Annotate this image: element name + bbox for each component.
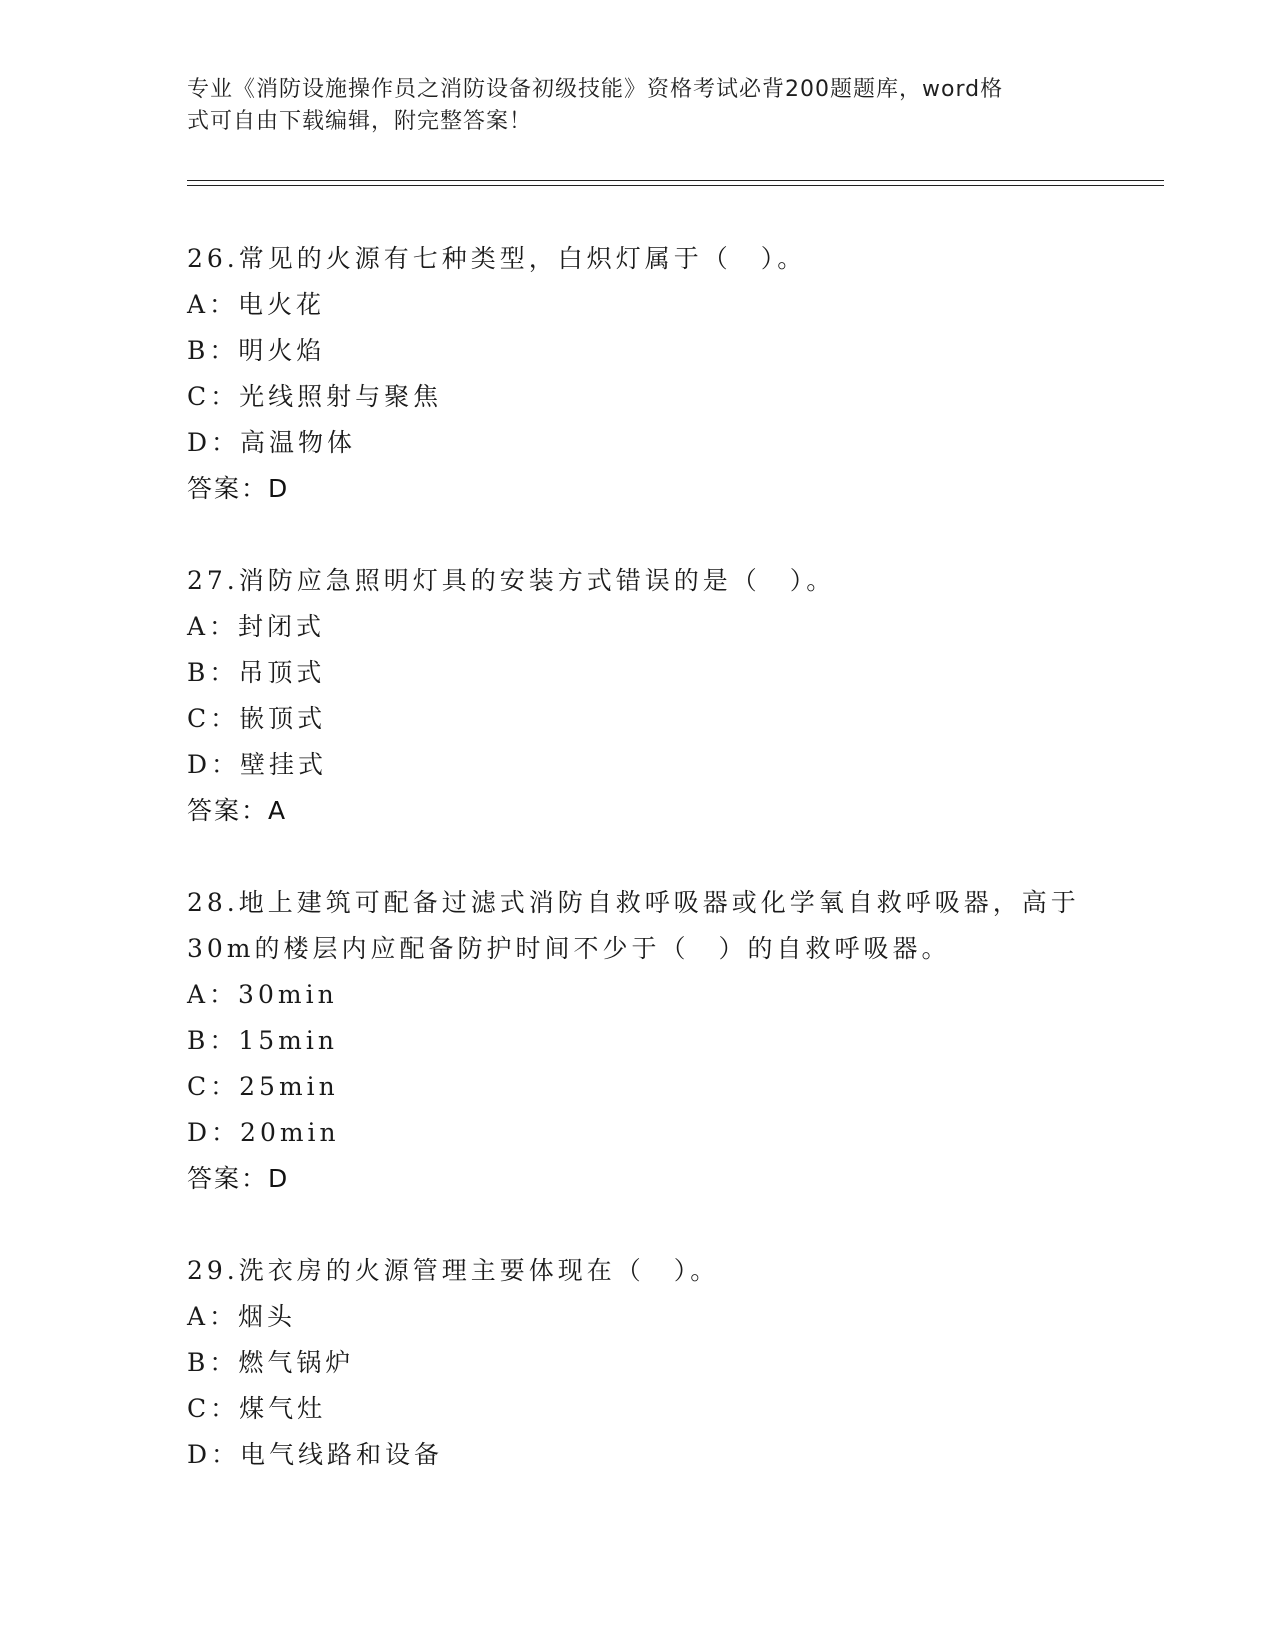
option-a: A：烟头 — [187, 1302, 297, 1331]
answer: 答案：D — [187, 474, 290, 503]
question-stem-line-1: 28.地上建筑可配备过滤式消防自救呼吸器或化学氧自救呼吸器，高于 — [187, 888, 1080, 917]
question-28 — [187, 880, 1147, 1202]
document-header — [187, 74, 1067, 138]
header-line-1: 专业《消防设施操作员之消防设备初级技能》资格考试必背200题题库，word格 — [187, 77, 1004, 102]
option-a: A：电火花 — [187, 290, 326, 319]
option-b: B：明火焰 — [187, 336, 326, 365]
option-c: C：嵌顶式 — [187, 704, 327, 733]
question-27 — [187, 558, 1147, 834]
option-d: D：20min — [187, 1118, 340, 1147]
question-stem-line-2: 30m的楼层内应配备防护时间不少于（ ）的自救呼吸器。 — [187, 934, 951, 963]
option-c: C：光线照射与聚焦 — [187, 382, 443, 411]
option-b: B：燃气锅炉 — [187, 1348, 355, 1377]
question-29 — [187, 1248, 1147, 1478]
question-stem: 26.常见的火源有七种类型，白炽灯属于（ ）。 — [187, 244, 807, 273]
option-d: D：壁挂式 — [187, 750, 328, 779]
option-a: A：封闭式 — [187, 612, 326, 641]
question-list — [187, 236, 1147, 1524]
answer: 答案：A — [187, 796, 288, 825]
option-a: A：30min — [187, 980, 338, 1009]
option-b: B：吊顶式 — [187, 658, 326, 687]
header-line-2: 式可自由下载编辑，附完整答案！ — [187, 109, 533, 134]
option-c: C：煤气灶 — [187, 1394, 327, 1423]
option-d: D：电气线路和设备 — [187, 1440, 444, 1469]
question-stem: 27.消防应急照明灯具的安装方式错误的是（ ）。 — [187, 566, 836, 595]
option-b: B：15min — [187, 1026, 338, 1055]
header-divider-bottom — [187, 185, 1164, 186]
option-d: D：高温物体 — [187, 428, 357, 457]
answer: 答案：D — [187, 1164, 290, 1193]
option-c: C：25min — [187, 1072, 339, 1101]
question-26 — [187, 236, 1147, 512]
header-divider-top — [187, 180, 1164, 181]
question-stem: 29.洗衣房的火源管理主要体现在（ ）。 — [187, 1256, 720, 1285]
